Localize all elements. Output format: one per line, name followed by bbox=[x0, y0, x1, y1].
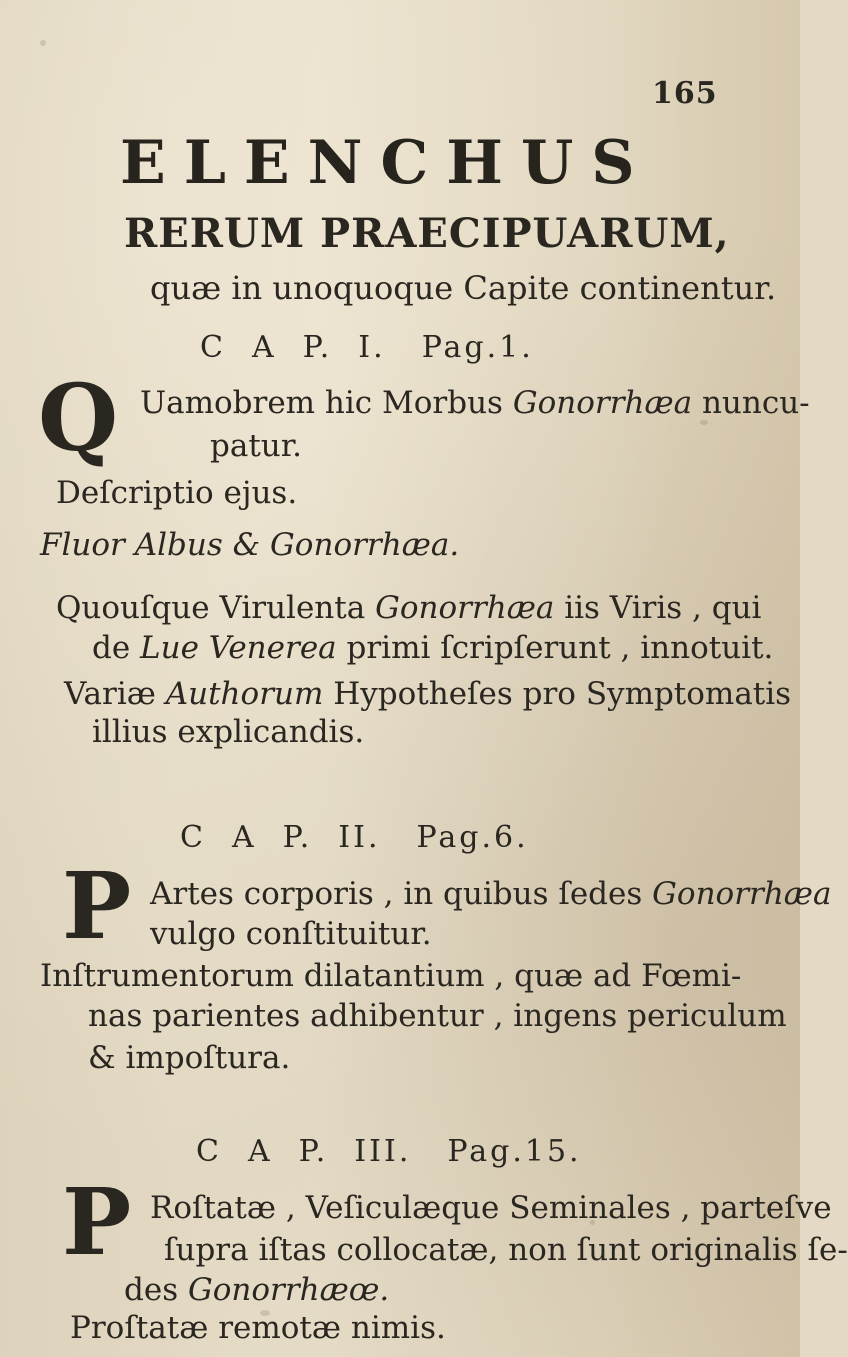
text-line: ſupra iſtas collocatæ, non ſunt originalis ſe- bbox=[164, 1232, 848, 1268]
text-line: Roſtatæ , Veſiculæque Seminales , parteſve bbox=[150, 1190, 832, 1226]
text-run-italic: Gonorrhæa bbox=[375, 590, 555, 626]
chapter-label-p: P. bbox=[282, 820, 313, 855]
text-line: Inſtrumentorum dilatantium , quæ ad Fœmi- bbox=[40, 958, 742, 994]
chapter-label-a: A bbox=[231, 820, 257, 855]
text-line bbox=[56, 590, 761, 626]
chapter-heading-2 bbox=[180, 820, 529, 855]
chapter-heading-3 bbox=[196, 1134, 582, 1169]
chapter-page: Pag.6. bbox=[416, 820, 529, 855]
text-line bbox=[92, 630, 773, 666]
chapter-page: Pag.1. bbox=[421, 330, 534, 365]
text-run: Artes corporis , in quibus ſedes bbox=[150, 876, 653, 912]
text-run: iis Viris , qui bbox=[554, 590, 762, 626]
chapter-label-p: P. bbox=[298, 1134, 329, 1169]
chapter-label-c: C bbox=[180, 820, 206, 855]
text-run: de bbox=[92, 630, 141, 666]
drop-cap-p: P bbox=[62, 852, 132, 960]
text-run-italic: Gonorrhæœ. bbox=[187, 1272, 390, 1308]
chapter-numeral: I. bbox=[358, 330, 386, 365]
text-line: illius explicandis. bbox=[92, 714, 365, 750]
text-line: vulgo conſtituitur. bbox=[150, 916, 432, 952]
text-line: patur. bbox=[210, 428, 303, 464]
page-subtitle-line2: quæ in unoquoque Capite continentur. bbox=[150, 269, 777, 307]
text-run: nuncu- bbox=[692, 385, 810, 421]
drop-cap-q: Q bbox=[38, 364, 119, 472]
text-run-italic: Gonorrhæa bbox=[512, 385, 693, 421]
chapter-page: Pag.15. bbox=[447, 1134, 582, 1169]
chapter-heading-1 bbox=[200, 330, 534, 365]
chapter-numeral: II. bbox=[338, 820, 381, 855]
text-run-italic: Gonorrhæa bbox=[652, 876, 832, 912]
text-run: des bbox=[124, 1272, 188, 1308]
chapter-label-p: P. bbox=[302, 330, 333, 365]
text-line bbox=[64, 676, 791, 712]
text-line bbox=[140, 385, 810, 421]
chapter-label-c: C bbox=[196, 1134, 222, 1169]
page-subtitle: RERUM PRAECIPUARUM, bbox=[124, 210, 730, 257]
text-line: nas parientes adhibentur , ingens periculum bbox=[88, 998, 787, 1034]
text-run: Quouſque Virulenta bbox=[56, 590, 376, 626]
text-line: & impoſtura. bbox=[88, 1040, 291, 1076]
text-run: primi ſcripſerunt , innotuit. bbox=[336, 630, 774, 666]
page-number: 165 bbox=[652, 76, 718, 111]
text-run-italic: Lue Venerea bbox=[140, 630, 337, 666]
text-run: Variæ bbox=[64, 676, 166, 712]
text-run: Uamobrem hic Morbus bbox=[140, 385, 513, 421]
chapter-label-a: A bbox=[247, 1134, 273, 1169]
chapter-label-c: C bbox=[200, 330, 226, 365]
text-line: Deſcriptio ejus. bbox=[56, 475, 298, 511]
text-line bbox=[150, 876, 831, 912]
chapter-label-a: A bbox=[251, 330, 277, 365]
chapter-numeral: III. bbox=[354, 1134, 412, 1169]
page-title: ELENCHUS bbox=[120, 128, 653, 198]
text-run: Hypotheſes pro Symptomatis bbox=[323, 676, 792, 712]
drop-cap-p: P bbox=[62, 1168, 132, 1276]
text-line bbox=[124, 1272, 389, 1308]
text-line: Proſtatæ remotæ nimis. bbox=[70, 1310, 446, 1346]
text-run-italic: Authorum bbox=[165, 676, 324, 712]
text-line: Fluor Albus & Gonorrhæa. bbox=[40, 527, 460, 563]
